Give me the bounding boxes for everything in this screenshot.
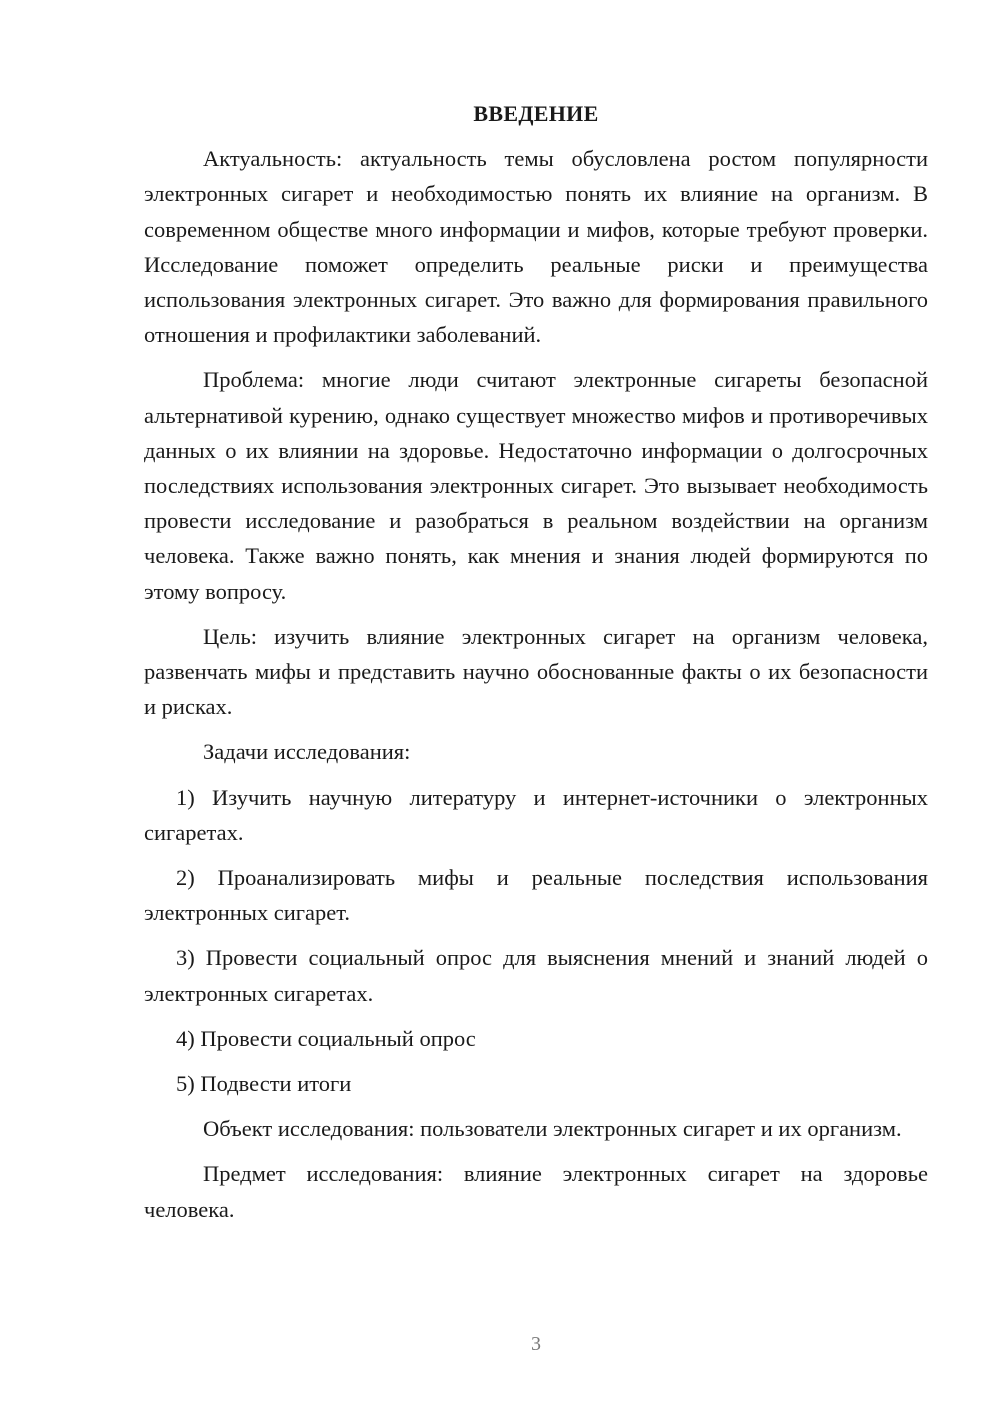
paragraph-problem: Проблема: многие люди считают электронные сигареты безопасной альтернативой курению, однако существует множество мифов и противоречивых данных о их влиянии на здоровье. Недостаточно информации о долгосрочных последствиях использования электронных сигарет. Это вызывает необходимость провести исследование и разобраться в реальном воздействии на организм человека. Также важно понять, как мнения и знания людей формируются по этому вопросу. bbox=[144, 367, 928, 604]
paragraph-subject: Предмет исследования: влияние электронных сигарет на здоровье человека. bbox=[144, 1161, 928, 1222]
task-item-4: 4) Провести социальный опрос bbox=[176, 1025, 476, 1051]
paragraph-object: Объект исследования: пользователи электронных сигарет и их организм. bbox=[203, 1116, 902, 1142]
paragraph-relevance: Актуальность: актуальность темы обусловлена ростом популярности электронных сигарет и необходимостью понять их влияние на организм. В современном обществе много информации и мифов, которые требуют проверки. Исследование поможет определить реальные риски и преимущества использования электронных сигарет. Это важно для формирования правильного отношения и профилактики заболеваний. bbox=[144, 146, 928, 348]
task-item-5: 5) Подвести итоги bbox=[176, 1071, 352, 1097]
task-item-1: 1) Изучить научную литературу и интернет-источники о электронных сигаретах. bbox=[144, 784, 928, 845]
page-number: 3 bbox=[531, 1333, 541, 1355]
paragraph-goal: Цель: изучить влияние электронных сигарет на организм человека, развенчать мифы и представить научно обоснованные факты о их безопасности и рисках. bbox=[144, 623, 928, 720]
document-body bbox=[144, 96, 928, 1227]
task-item-2: 2) Проанализировать мифы и реальные последствия использования электронных сигарет. bbox=[144, 865, 928, 926]
tasks-heading: Задачи исследования: bbox=[203, 739, 411, 765]
task-item-3: 3) Провести социальный опрос для выяснения мнений и знаний людей о электронных сигаретах. bbox=[144, 945, 928, 1006]
section-title: ВВЕДЕНИЕ bbox=[473, 101, 599, 126]
